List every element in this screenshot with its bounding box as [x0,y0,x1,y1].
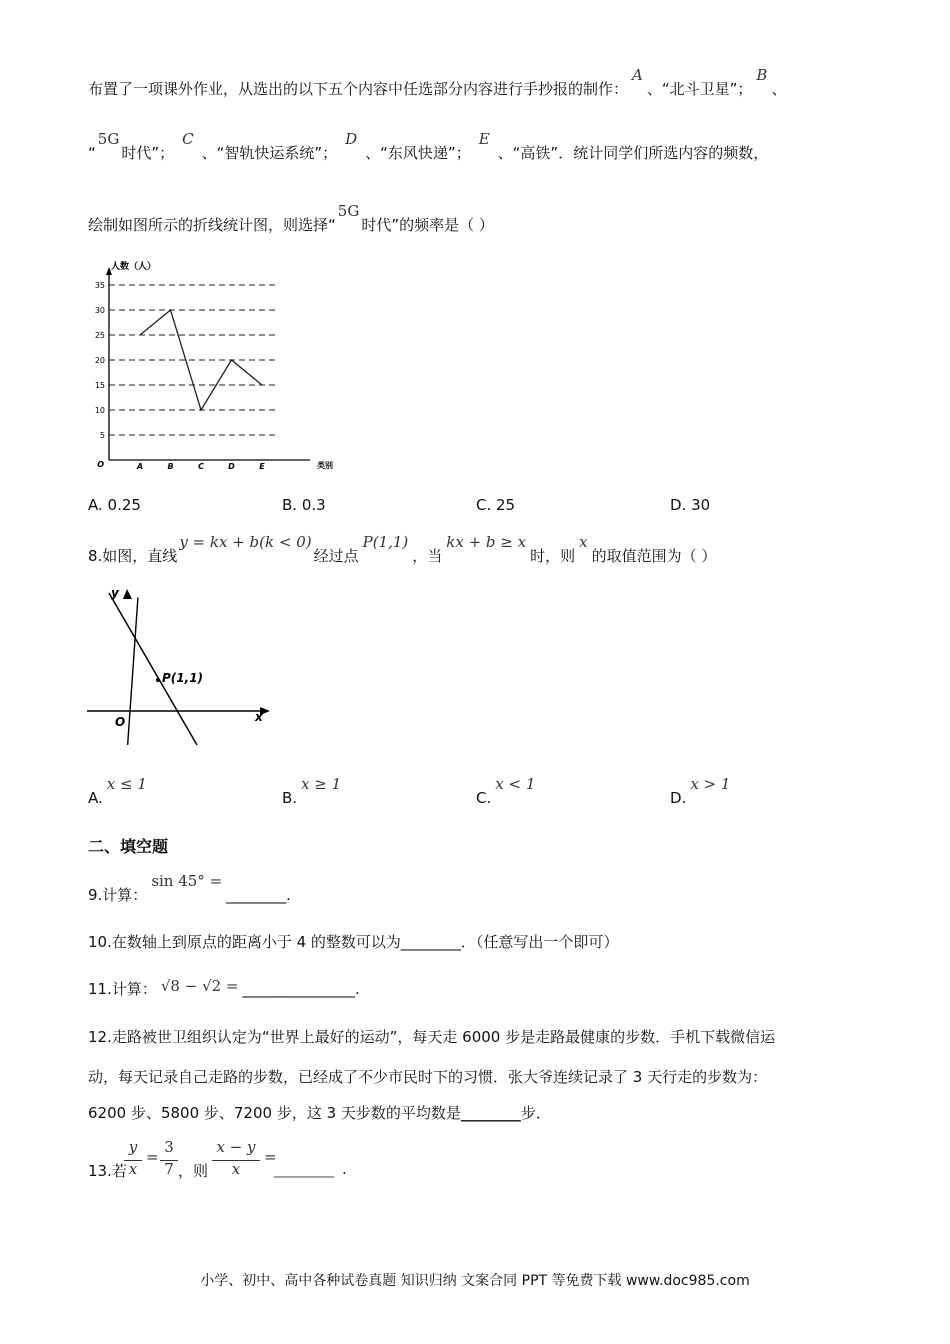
q8-figure [85,585,275,750]
q7-line3: 绘制如图所示的折线统计图，则选择“5G时代”的频率是（ ） [88,202,494,234]
chart-xlabel: 类别 [317,461,333,470]
chart-xtick-label: D [228,462,235,471]
q13-fraction3-num: x − y [216,1138,256,1156]
q7-option-b[interactable]: B. 0.3 [282,496,326,514]
q8-stem: 8.如图，直线y = kx + b(k < 0)经过点P(1,1)，当kx + b ≥ x时，则x的取值范围为（ ） [88,533,717,565]
q7-option-a[interactable]: A. 0.25 [88,496,141,514]
chart-grid [109,285,275,435]
q8-option-a[interactable]: A.x ≤ 1 [88,775,147,807]
chart-ytick-label: 20 [95,356,105,365]
chart-ytick-label: 15 [95,381,105,390]
q8-y-axis [128,597,138,745]
q8-option-c[interactable]: C.x < 1 [476,775,536,807]
chart-ytick-label: 25 [95,331,105,340]
q7-option-d[interactable]: D. 30 [670,496,711,514]
q8-x-label: x [255,710,263,724]
q9: 9.计算：sin 45° =________. [88,872,291,904]
chart-ytick-label: 30 [95,306,105,315]
q8-point-label: P(1,1) [162,671,204,685]
chart-ytick-label: 5 [99,431,105,440]
q8-y-arrow-icon [123,589,132,599]
q8-y-label: y [111,586,119,600]
chart-xticks [136,462,265,471]
q12-line2: 动，每天记录自己走路的步数，已经成了不少市民时下的习惯．张大爷连续记录了 3 天行走的步数为： [88,1068,768,1086]
q7-option-c[interactable]: C. 25 [476,496,516,514]
chart-ylabel: 人数（人） [111,262,157,272]
q9-answer-blank[interactable]: ________ [226,886,287,904]
q7-line2: “5G时代”；C、“智轨快运系统”；D、“东风快递”；E、“高铁”．统计同学们所选内容的频数， [88,130,769,162]
section-heading: 二、填空题 [88,837,169,856]
chart-origin: O [97,460,104,469]
page-footer: 小学、初中、高中各种试卷真题 知识归纳 文案合同 PPT 等免费下载 www.doc985.com [200,1273,750,1289]
q12-answer-blank[interactable]: ________ [460,1104,521,1122]
chart-xtick-label: B [167,462,174,471]
q13-answer-blank[interactable]: ________ [274,1160,334,1178]
q10: 10.在数轴上到原点的距离小于 4 的整数可以为________．（任意写出一个即可） [88,933,619,951]
q8-option-b[interactable]: B.x ≥ 1 [282,775,342,807]
chart-xtick-label: C [198,462,204,471]
chart-ytick-label: 35 [95,281,105,290]
q13-fraction2-den: 7 [164,1160,174,1178]
q13-fraction1-num: y [128,1138,138,1156]
q12-line3: 6200 步、5800 步、7200 步，这 3 天步数的平均数是________步． [88,1104,551,1122]
q13-fraction1-den: x [128,1160,138,1178]
chart-xtick-label: E [259,462,265,471]
q13-fraction2-num: 3 [164,1138,174,1156]
q13-fraction3-den: x [231,1160,241,1178]
q7-line1: 布置了一项课外作业，从选出的以下五个内容中任选部分内容进行手抄报的制作：A、“北斗卫星”；B、 [88,66,787,98]
q8-option-d[interactable]: D.x > 1 [670,775,731,807]
q8-origin: O [115,715,126,729]
q8-point-p [156,678,160,682]
q12-line1: 12.走路被世卫组织认定为“世界上最好的运动”，每天走 6000 步是走路最健康的步数．手机下载微信运 [88,1028,776,1046]
q7-line-chart [95,255,345,475]
q11-answer-blank[interactable]: _______________ [242,980,356,998]
chart-ytick-label: 10 [95,406,105,415]
chart-yticks [95,281,105,440]
chart-xtick-label: A [136,462,144,471]
q11: 11.计算： √8 − √2 = _______________. [88,977,360,998]
